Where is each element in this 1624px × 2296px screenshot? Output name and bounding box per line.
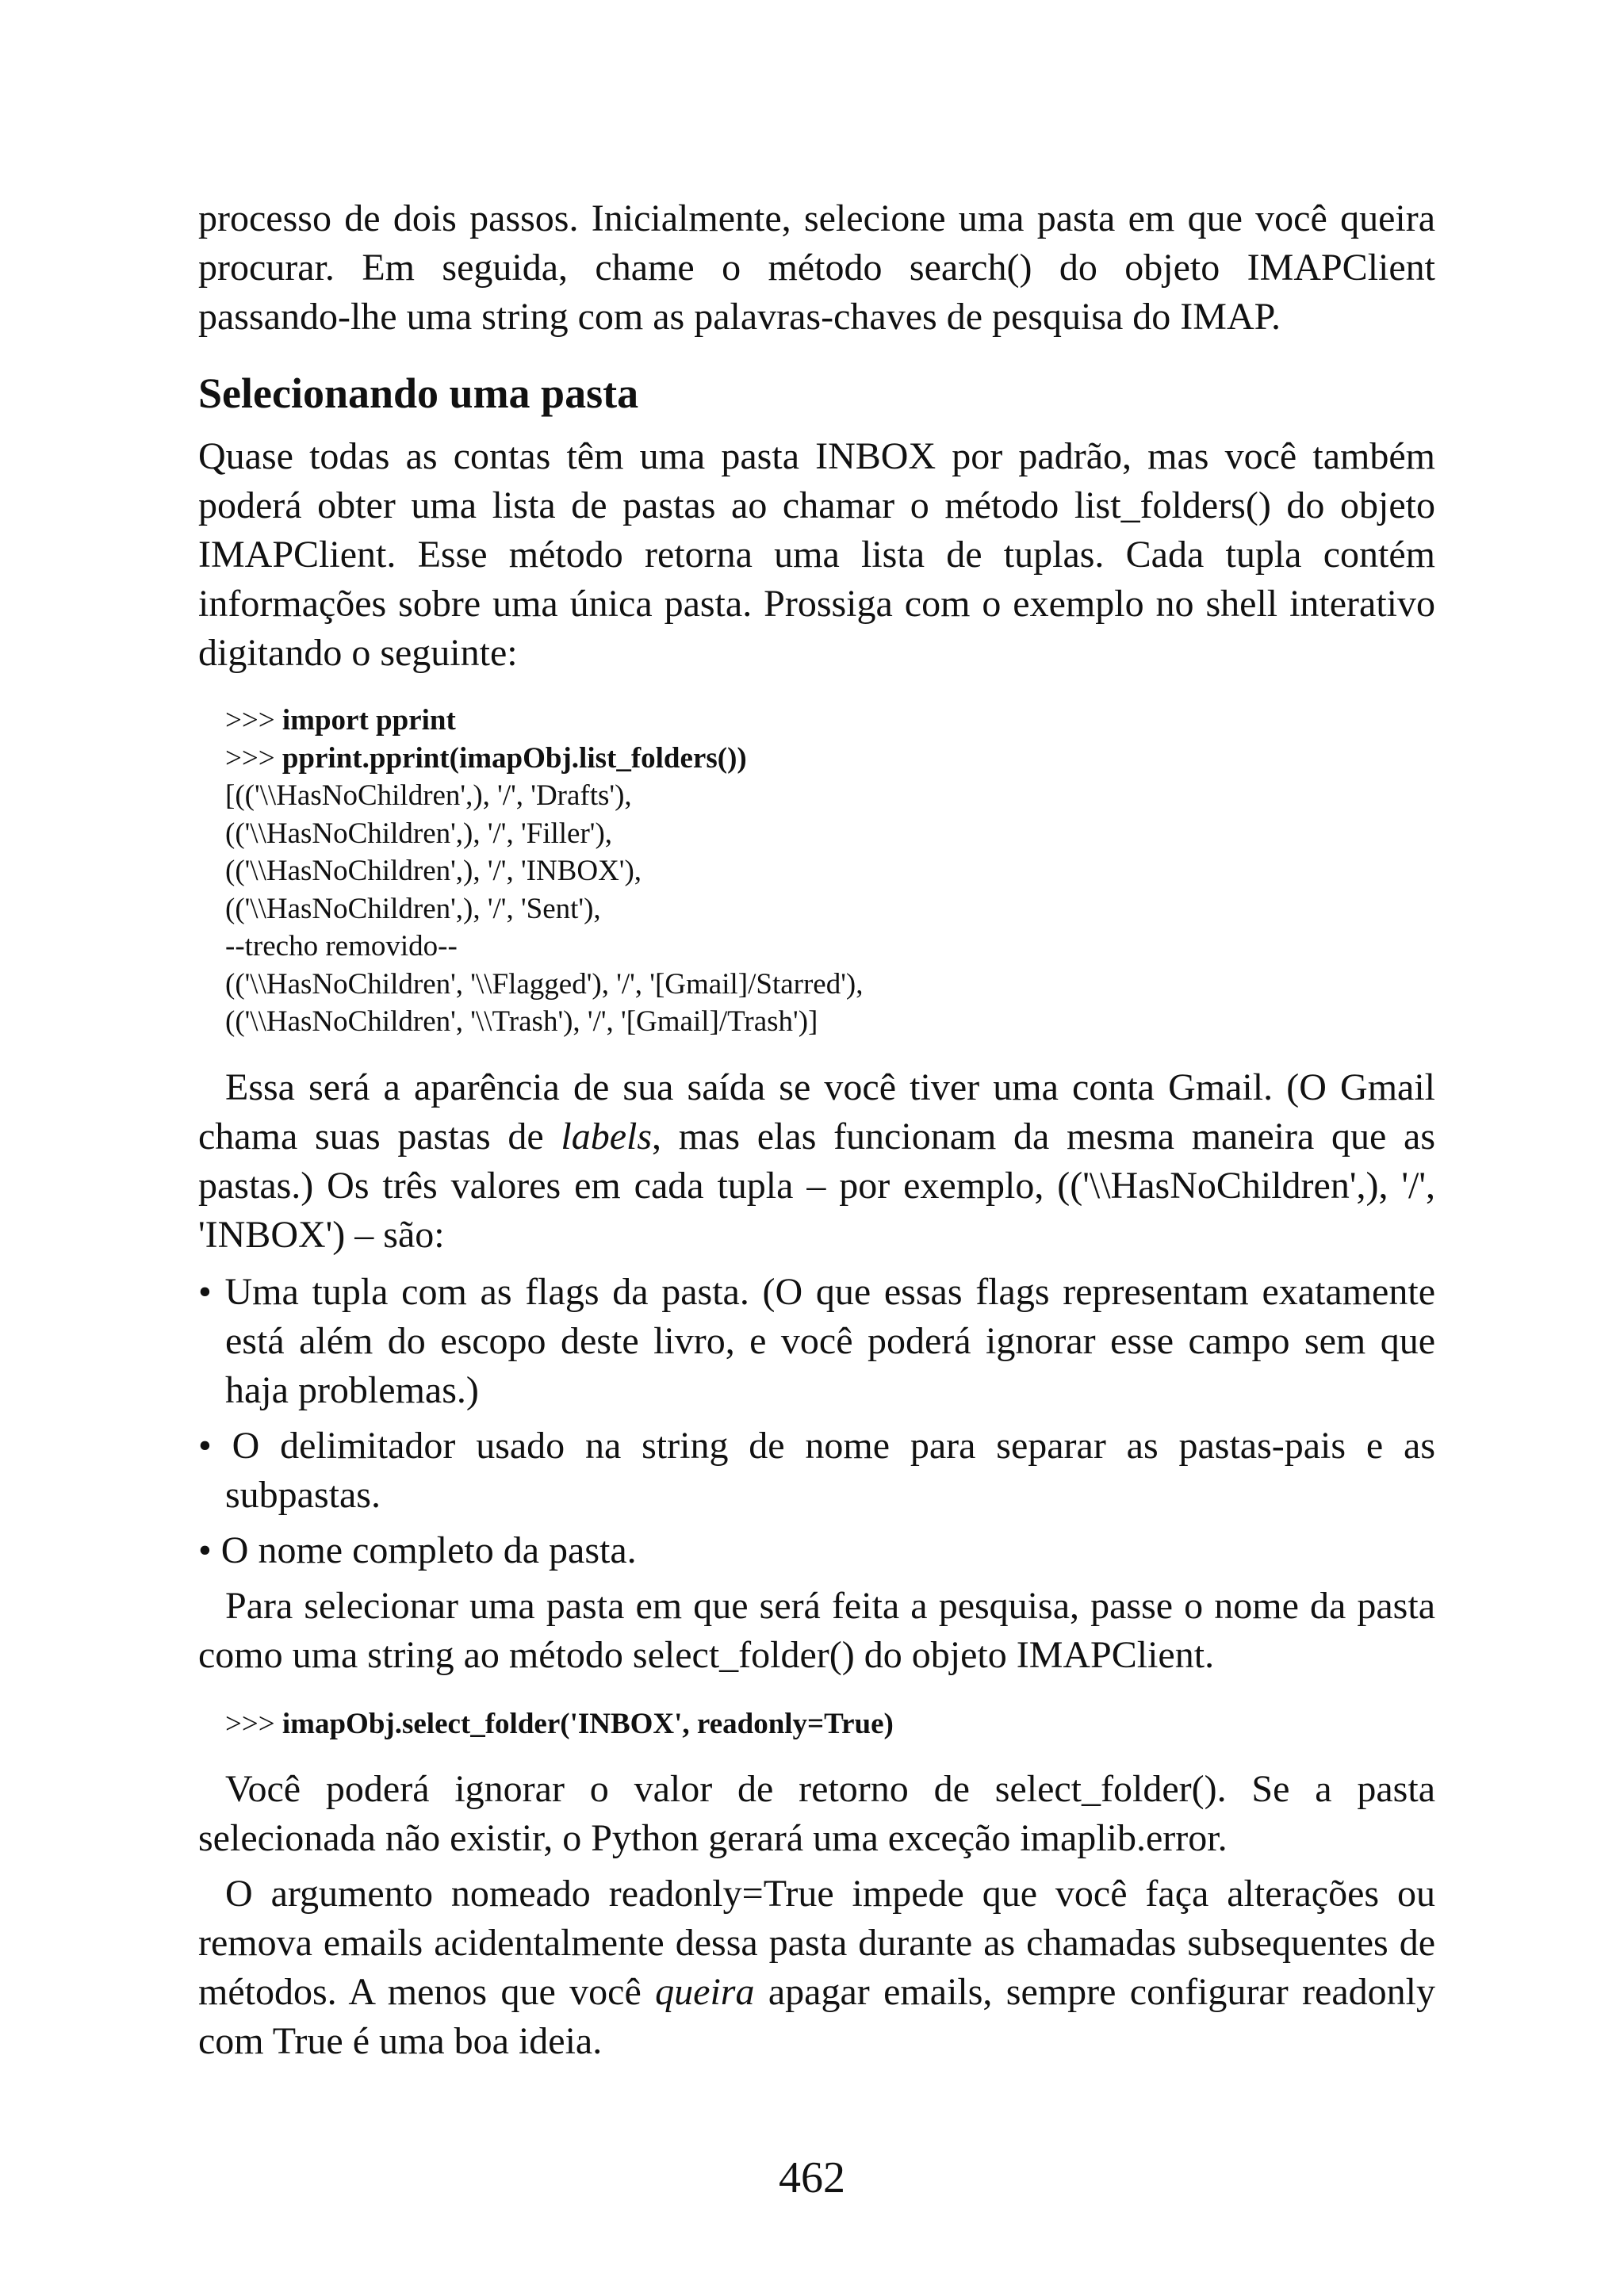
code-prompt: >>> [225, 1707, 282, 1740]
section-heading: Selecionando uma pasta [198, 369, 639, 417]
code-line [225, 740, 1435, 778]
paragraph-text: O argumento nomeado readonly=True impede que você faça alterações ou remova emails acidentalmente dessa pasta durante as chamadas subsequentes de métodos. A menos que você [198, 1873, 1435, 2013]
code-output-line: [(('\\HasNoChildren',), '/', 'Drafts'), [225, 779, 632, 812]
code-line [225, 702, 1435, 740]
code-output-line: (('\\HasNoChildren', '\\Flagged'), '/', '[Gmail]/Starred'), [225, 967, 864, 1001]
emphasis-text: queira [655, 1971, 755, 2013]
body-paragraph-1: Quase todas as contas têm uma pasta INBOX por padrão, mas você também poderá obter uma lista de pastas ao chamar o método list_folders() do objeto IMAPClient. Esse método retorna uma lista de tuplas. Cada tupla contém informações sobre uma única pasta. Prossiga com o exemplo no shell interativo digitando o seguinte: [198, 435, 1435, 674]
code-output-line: (('\\HasNoChildren',), '/', 'Filler'), [225, 817, 613, 850]
code-prompt: >>> [225, 704, 282, 737]
code-output-line: (('\\HasNoChildren',), '/', 'INBOX'), [225, 855, 642, 887]
code-prompt: >>> [225, 741, 282, 775]
paragraph-text: , mas elas funcionam da mesma maneira que as pastas.) Os três valores em cada tupla – por exemplo, (('\\HasNoChildren',), '/', 'INBOX') – são: [198, 1115, 1435, 1256]
code-output-line: (('\\HasNoChildren', '\\Trash'), '/', '[Gmail]/Trash')] [225, 1005, 818, 1038]
body-paragraph-5 [198, 1869, 1435, 2066]
list-item: • O nome completo da pasta. [198, 1529, 637, 1571]
emphasis-text: labels [561, 1115, 653, 1158]
page-number: 462 [779, 2153, 845, 2202]
body-paragraph-4: Você poderá ignorar o valor de retorno de select_folder(). Se a pasta selecionada não existir, o Python gerará uma exceção imaplib.error. [198, 1768, 1435, 1859]
code-output-line: --trecho removido-- [225, 930, 458, 962]
code-command: import pprint [282, 704, 456, 737]
code-command: imapObj.select_folder('INBOX', readonly=True) [282, 1707, 894, 1740]
code-block-select-folder [198, 1705, 1435, 1743]
code-block-list-folders [198, 702, 1435, 1041]
paragraph-text: apagar emails, sempre configurar readonly com True é uma boa ideia. [198, 1971, 1435, 2062]
bullet-list [198, 1268, 1435, 1575]
page-body [198, 194, 1435, 2066]
code-output-line: (('\\HasNoChildren',), '/', 'Sent'), [225, 892, 601, 925]
list-item: • Uma tupla com as flags da pasta. (O que essas flags representam exatamente está além do escopo deste livro, e você poderá ignorar esse campo sem que haja problemas.) [198, 1270, 1435, 1411]
body-paragraph-3: Para selecionar uma pasta em que será feita a pesquisa, passe o nome da pasta como uma string ao método select_folder() do objeto IMAPClient. [198, 1584, 1435, 1676]
paragraph-text: Essa será a aparência de sua saída se você tiver uma conta Gmail. (O Gmail chama suas pastas de [198, 1066, 1435, 1158]
intro-paragraph: processo de dois passos. Inicialmente, selecione uma pasta em que você queira procurar. Em seguida, chame o método search() do objeto IMAPClient passando-lhe uma string com as palavras-chaves de pesquisa do IMAP. [198, 197, 1435, 338]
code-command: pprint.pprint(imapObj.list_folders()) [282, 741, 747, 775]
body-paragraph-2 [198, 1063, 1435, 1260]
list-item: • O delimitador usado na string de nome para separar as pastas-pais e as subpastas. [198, 1424, 1435, 1516]
code-line [225, 1705, 1435, 1743]
